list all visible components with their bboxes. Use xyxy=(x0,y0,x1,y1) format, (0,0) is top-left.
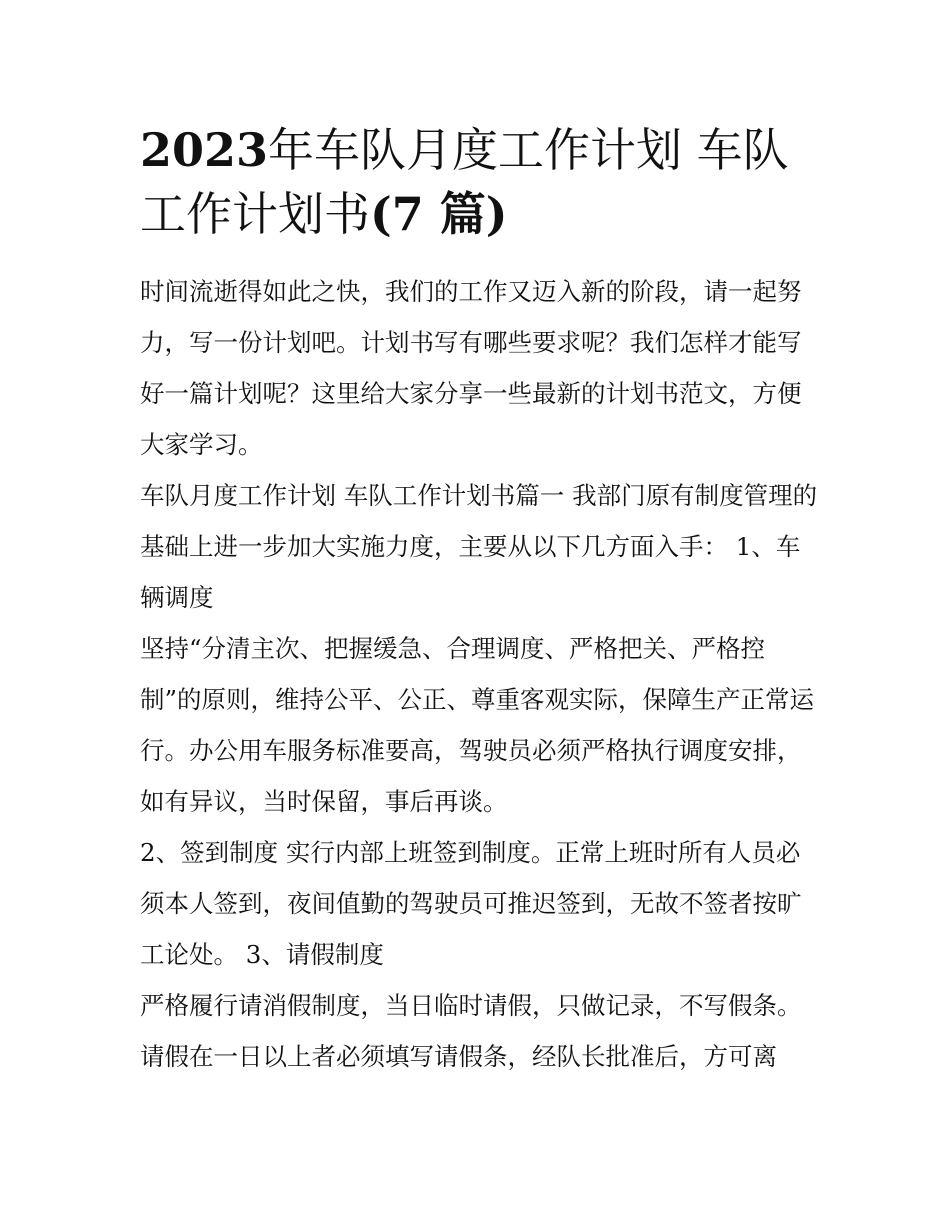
document-body xyxy=(140,266,820,1082)
section-one-heading-paragraph: 车队月度工作计划 车队工作计划书篇一 我部门原有制度管理的基础上进一步加大实施力度，主要从以下几方面入手： 1、车辆调度 xyxy=(140,481,818,612)
vehicle-dispatch-paragraph: 坚持“分清主次、把握缓急、合理调度、严格把关、严格控制”的原则，维持公平、公正、尊重客观实际，保障生产正常运行。办公用车服务标准要高，驾驶员必须严格执行调度安排，如有异议，当时保留，事后再谈。 xyxy=(140,634,815,816)
sign-in-paragraph: 2、签到制度 实行内部上班签到制度。正常上班时所有人员必须本人签到，夜间值勤的驾驶员可推迟签到，无故不签者按旷工论处。 3、请假制度 xyxy=(140,838,802,969)
leave-policy-paragraph: 严格履行请消假制度，当日临时请假，只做记录，不写假条。请假在一日以上者必须填写请假条，经队长批准后，方可离 xyxy=(140,991,802,1071)
title-main: 年车队月度工作计划 车队工作计划书 xyxy=(140,123,789,241)
intro-paragraph: 时间流逝得如此之快，我们的工作又迈入新的阶段，请一起努力，写一份计划吧。计划书写有哪些要求呢？我们怎样才能写好一篇计划呢？这里给大家分享一些最新的计划书范文，方便大家学习。 xyxy=(140,277,802,459)
title-count: (7 篇) xyxy=(370,187,508,241)
title-year: 2023 xyxy=(140,123,269,177)
document-title xyxy=(140,118,820,246)
document-page xyxy=(140,118,820,1082)
